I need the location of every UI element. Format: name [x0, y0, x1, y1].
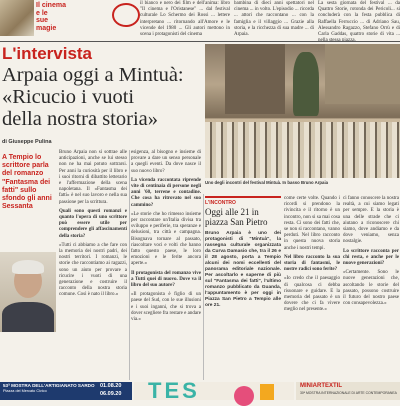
photo-caption: Uno degli incontri del festival Mintuà. In basso Bruno Arpaia: [205, 180, 329, 185]
photo-crowd: [205, 122, 400, 178]
photo-building: [325, 44, 400, 104]
interview-question: La vicenda raccontata riprende vite di centinaia di persone negli anni '60, terrene e contadine. Che cosa ha ritrovato nel suo cammino?: [131, 177, 201, 208]
body-paragraph: «Il protagonista è figlio di un paese del Sud, con le sue illusioni e i suoi inganni, che si trova a dover scegliere fra restare e andare via.»: [131, 292, 201, 323]
section-label: L'intervista: [2, 44, 93, 63]
top-col-b: il bianco e nero dei film e dell'anima: libro "Il cinema e l'Oristanese" ... dal festival culturale Lo Schermo dei Rossi ... lettere interpretano ... ritornando all'Amore e le vicende del 1980 ... Gli autori mettono in scena i protagonisti del cinema: [140, 1, 230, 38]
top-col-a-line: sue: [36, 17, 49, 24]
ad-right-title: MINIARTEXTIL: [300, 383, 342, 389]
ad-date: 06.09.20: [100, 391, 122, 397]
body-paragraph: come certe volte. Quando i ricordi si prendono la rivincita e il ritorno è un incontro, non si sa mai cosa resta. Ci sono dei fatti che, se non si raccontano, vanno perduti. Nel libro racconto in questa nuova storia anche i nostri tempi.: [284, 196, 340, 251]
event-title: Oggi alle 21 in piazza San Pietro: [205, 207, 268, 227]
portrait-hair: [12, 260, 44, 274]
top-photo: [0, 0, 34, 36]
author-portrait: [0, 252, 56, 332]
ad-right[interactable]: [296, 382, 400, 400]
headline-line: Arpaia oggi a Mintuà:: [2, 64, 184, 86]
top-logo-mark: [112, 3, 140, 27]
ad-left-title: 53ª MOSTRA DELL'ARTIGIANATO SARDO: [3, 383, 95, 388]
interview-question: Il protagonista del romanzo vive a Tutti quei di nuovo. Dove va il libro del suo autore?: [131, 270, 201, 289]
ad-shape: [260, 384, 274, 400]
top-col-c: bambina di dieci anni spettatori nel cinema ... in volto. L'episodio ... ricorda ... attori che raccontano ... con la famiglia e il villaggio ... Grazie alla storia, e la ricchezza di sua madre ... di Arpaia.: [234, 1, 314, 38]
sidebar-quote: A Tempio lo scrittore parla del romanzo "Fantasma dei fatti" sullo sfondo gli anni Sessanta: [2, 154, 52, 211]
column-rule: [203, 194, 204, 380]
ad-right-sub: 30ª MOSTRA INTERNAZIONALE DI ARTE CONTEMPORANEA: [300, 391, 397, 395]
event-kicker: L'INCONTRO: [205, 200, 236, 206]
body-paragraph: ci fanno conoscere la nostra realtà, a cui siamo legati per sempre. E la storia è una delle strade che ci aiutano a riconoscere chi siamo, dove andiamo e da dove veniamo, senza nostalgie.: [343, 196, 399, 245]
ad-strip: [0, 378, 400, 403]
portrait-body: [2, 302, 54, 332]
body-paragraph: «Io credo che il paesaggio di qualcosa ci debba risuonare e guidare. E la memoria del passato è un dovere che ci fa vivere meglio nel presente.»: [284, 276, 340, 313]
top-col-d: La sesta giornata del festival ... da Quattro Storie, rotonda dei Pericoli... si concluderà con la festa pubblica di Raffaella Ferruccio ... di Adriano Sau, Alessandro Ragazzo, Stefano Orrù e di Carla Gaddas, quattro storie di vita ...: [318, 1, 400, 38]
right-col-1: [284, 196, 340, 380]
ad-left-sub: Piazza del Mercato Civico: [3, 389, 47, 393]
column-rule: [129, 150, 130, 380]
top-col-a: [36, 2, 70, 32]
ad-left[interactable]: [0, 382, 132, 400]
body-col-2: [131, 150, 201, 380]
interview-question: Lo scrittore racconta per chi resta, e anche per le nuove generazioni?: [343, 248, 399, 267]
top-col-a-line: Il cinema: [36, 2, 66, 9]
divider: [0, 41, 400, 42]
headline-line: «Ricucio i vuoti: [2, 86, 135, 108]
event-text: Bruno Arpaia è uno dei protagonisti di "Mintuà", la rassegna culturale organizzata da Curva Damasio che, tra il 26 e il 28 agosto, porta a Tempio alcuni dei nomi eccellenti del panorama editoriale nazionale. Per ascoltarlo e saperne di più sul "Fantasma dei fatti", l'ultimo romanzo pubblicato da Guanda, l'appuntamento è per oggi in Piazza San Pietro a Tempio alle ore 21.: [205, 231, 281, 308]
event-photo: [205, 44, 400, 178]
photo-tree: [293, 52, 319, 116]
headline: [2, 64, 202, 130]
interview-question: Nel libro racconto la sua storia di fantasmi, le nostre radici sono ferite?: [284, 254, 340, 273]
ad-date: 01.08.20: [100, 383, 122, 389]
body-col-1: [59, 150, 127, 380]
body-paragraph: Bruno Arpaia non si sottrae alle anticipazioni, anche se lui stesso non ne ha mai potuto sottrarsi. Per anni la curiosità per il libro e i suoi ritorni di dibattito letterario e l'affermazione della scena napoletana. Il «Fantasma dei fatti» è nel suo lavoro e nella sua passione per la scrittura.: [59, 150, 127, 205]
body-paragraph: «Le storie che ho rimesso insieme per raccontare un'Italia divisa tra sviluppo e periferie, tra speranze e delusioni, tra città e campagna. Bisognava tornare al passato, riascoltare voci e volti che hanno fatto questo paese, le loro emozioni e le ferite ancora aperte.»: [131, 211, 201, 267]
byline: di Giuseppe Pulina: [2, 139, 52, 145]
event-box: [205, 196, 281, 382]
ad-shape: [234, 386, 254, 406]
ad-middle[interactable]: [134, 378, 294, 403]
body-paragraph: «Certamente. Sono le nuove generazioni che, ascoltando le storie del passato, possono costruire il futuro del nostro paese con consapevolezza.»: [343, 270, 399, 307]
top-strip: [0, 0, 400, 40]
photo-building: [225, 44, 285, 114]
body-paragraph: esigenza, al bisogno e insieme di provare a dare un senso personale a quegli eventi. Da dove nasce il suo nuovo libro?: [131, 150, 201, 174]
interview-question: Quali sono questi romanzi e quanto l'opera di uno scrittore può essere utile per comprendere gli affascinamenti della storia?: [59, 208, 127, 239]
headline-line: della nostra storia»: [2, 108, 158, 130]
top-col-a-line: e le: [36, 9, 48, 17]
ad-mid-text: TES: [148, 378, 200, 403]
body-paragraph: «Tutti ci abbiamo a che fare con la memoria dei nostri padri, dei nostri territori. I romanzi, le storie che raccontiamo ai ragazzi, sono un aiuto per provare a ricucire i vuoti di una generazione e costruire il racconto della nostra storia comune. Così è nato il libro.»: [59, 242, 127, 298]
top-col-a-line: magie: [36, 24, 57, 32]
right-col-2: [343, 196, 399, 380]
